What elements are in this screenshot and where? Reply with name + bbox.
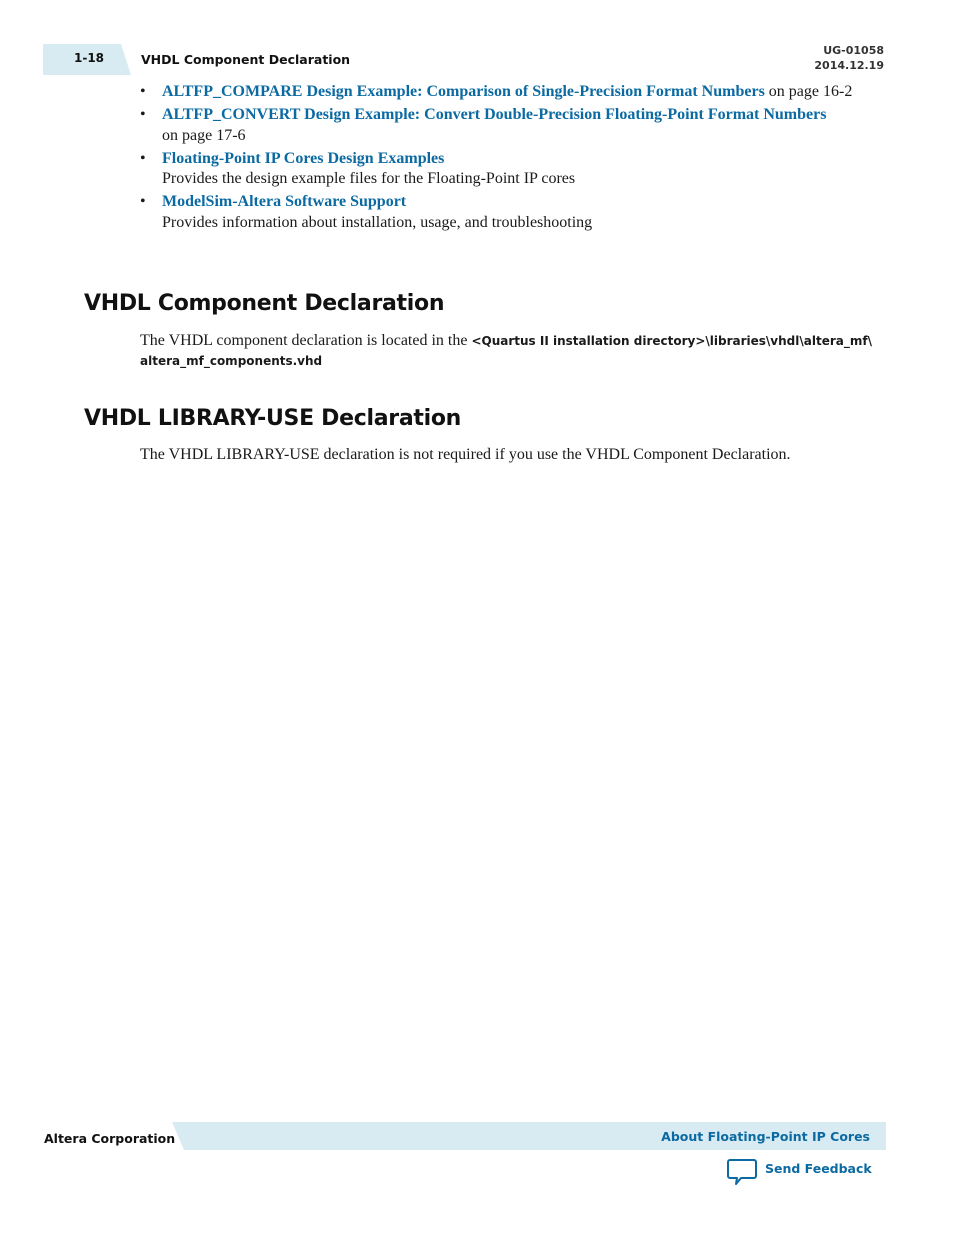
doc-date: 2014.12.19 <box>814 59 884 72</box>
doc-id: UG-01058 <box>823 44 884 57</box>
list-item <box>140 105 880 146</box>
link-description: on page 17-6 <box>162 126 246 144</box>
list-item <box>140 149 880 190</box>
list-item <box>140 82 880 103</box>
bullet-icon: • <box>140 83 146 100</box>
send-feedback-button[interactable] <box>727 1158 872 1188</box>
related-link[interactable]: ALTFP_COMPARE Design Example: Comparison of Single-Precision Format Numbers <box>162 83 765 100</box>
link-description: Provides the design example files for the Floating-Point IP cores <box>162 170 576 187</box>
link-description: Provides information about installation, usage, and troubleshooting <box>162 213 593 231</box>
send-feedback-label: Send Feedback <box>765 1161 872 1176</box>
section-paragraph <box>140 331 880 371</box>
section-paragraph: The VHDL LIBRARY-USE declaration is not required if you use the VHDL Component Declaration. <box>140 446 791 463</box>
related-links-list <box>140 82 880 236</box>
section-heading: VHDL LIBRARY-USE Declaration <box>84 406 462 431</box>
bullet-icon: • <box>140 106 146 123</box>
related-link[interactable]: ALTFP_CONVERT Design Example: Convert Double-Precision Floating-Point Format Numbers <box>162 106 827 123</box>
list-item <box>140 192 880 233</box>
page-number: 1-18 <box>74 51 105 65</box>
bullet-icon: • <box>140 149 146 167</box>
file-path: <Quartus II installation directory>\libraries\vhdl\altera_mf\ <box>471 334 872 348</box>
doc-title-link[interactable]: About Floating-Point IP Cores <box>661 1129 870 1144</box>
doc-info <box>814 43 884 73</box>
bullet-icon: • <box>140 193 146 210</box>
speech-bubble-icon <box>727 1158 757 1186</box>
related-link[interactable]: Floating-Point IP Cores Design Examples <box>162 149 445 167</box>
section-heading: VHDL Component Declaration <box>84 291 445 316</box>
related-link[interactable]: ModelSim-Altera Software Support <box>162 193 407 210</box>
running-section-title: VHDL Component Declaration <box>141 52 351 67</box>
company-name: Altera Corporation <box>44 1131 176 1146</box>
link-suffix: on page 16-2 <box>764 83 853 100</box>
file-path: altera_mf_components.vhd <box>140 354 323 368</box>
paragraph-text: The VHDL component declaration is located in the <box>140 332 472 349</box>
